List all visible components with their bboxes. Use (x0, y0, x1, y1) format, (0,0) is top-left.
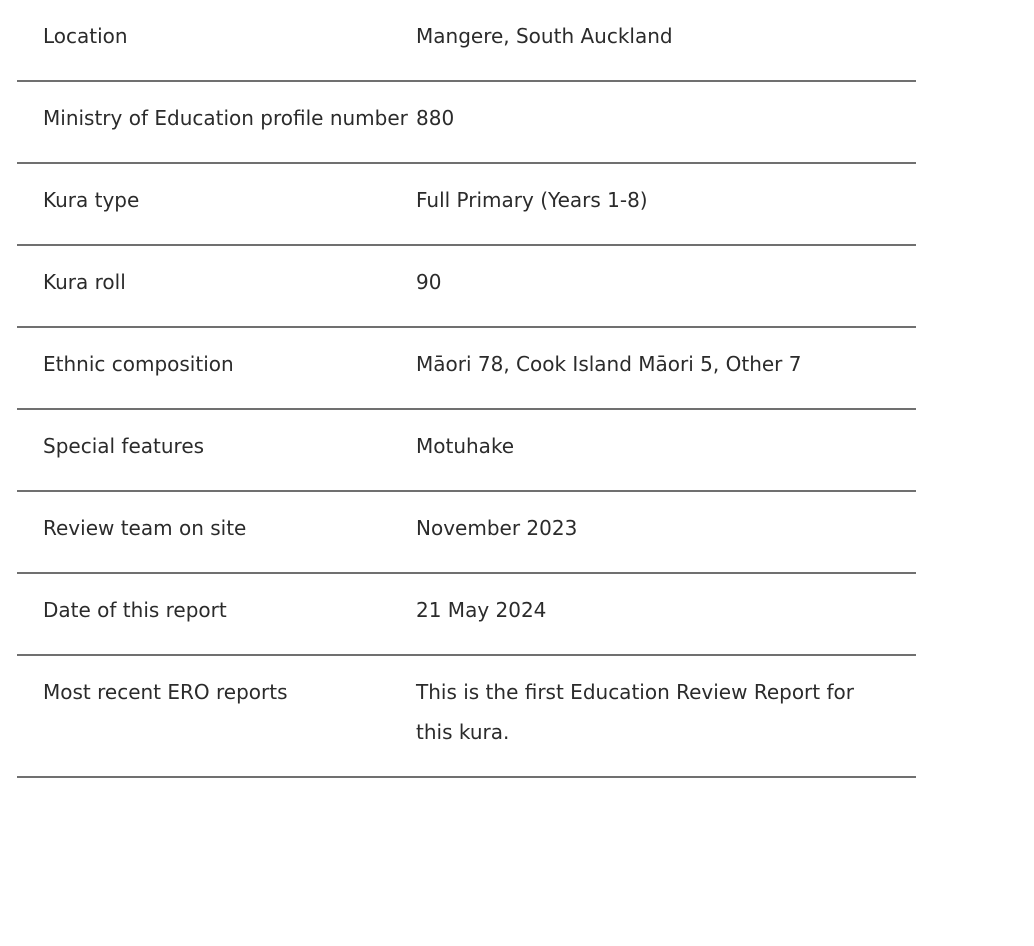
row-label: Ministry of Education profile number (43, 106, 408, 130)
table-row-moe-profile-number (17, 81, 916, 163)
row-label: Most recent ERO reports (43, 680, 288, 704)
row-label: Review team on site (43, 516, 247, 540)
row-value: This is the first Education Review Report for this kura. (416, 680, 854, 744)
table-row-ethnic-composition (17, 327, 916, 409)
table-row-location (17, 0, 916, 81)
row-label: Kura type (43, 188, 140, 212)
row-label: Special features (43, 434, 205, 458)
row-value: 880 (416, 106, 455, 130)
table-row-report-date (17, 573, 916, 655)
row-value: Mangere, South Auckland (416, 24, 673, 48)
row-value: Māori 78, Cook Island Māori 5, Other 7 (416, 352, 802, 376)
row-label: Ethnic composition (43, 352, 234, 376)
row-value: Motuhake (416, 434, 515, 458)
row-label: Location (43, 24, 128, 48)
table-row-kura-type (17, 163, 916, 245)
row-label: Kura roll (43, 270, 126, 294)
row-value: Full Primary (Years 1-8) (416, 188, 648, 212)
table-row-recent-ero-reports (17, 655, 916, 777)
school-profile-table (17, 0, 916, 778)
row-value: 21 May 2024 (416, 598, 547, 622)
table-row-special-features (17, 409, 916, 491)
table-row-kura-roll (17, 245, 916, 327)
row-value: November 2023 (416, 516, 578, 540)
row-label: Date of this report (43, 598, 227, 622)
row-value: 90 (416, 270, 442, 294)
table-row-review-team-on-site (17, 491, 916, 573)
